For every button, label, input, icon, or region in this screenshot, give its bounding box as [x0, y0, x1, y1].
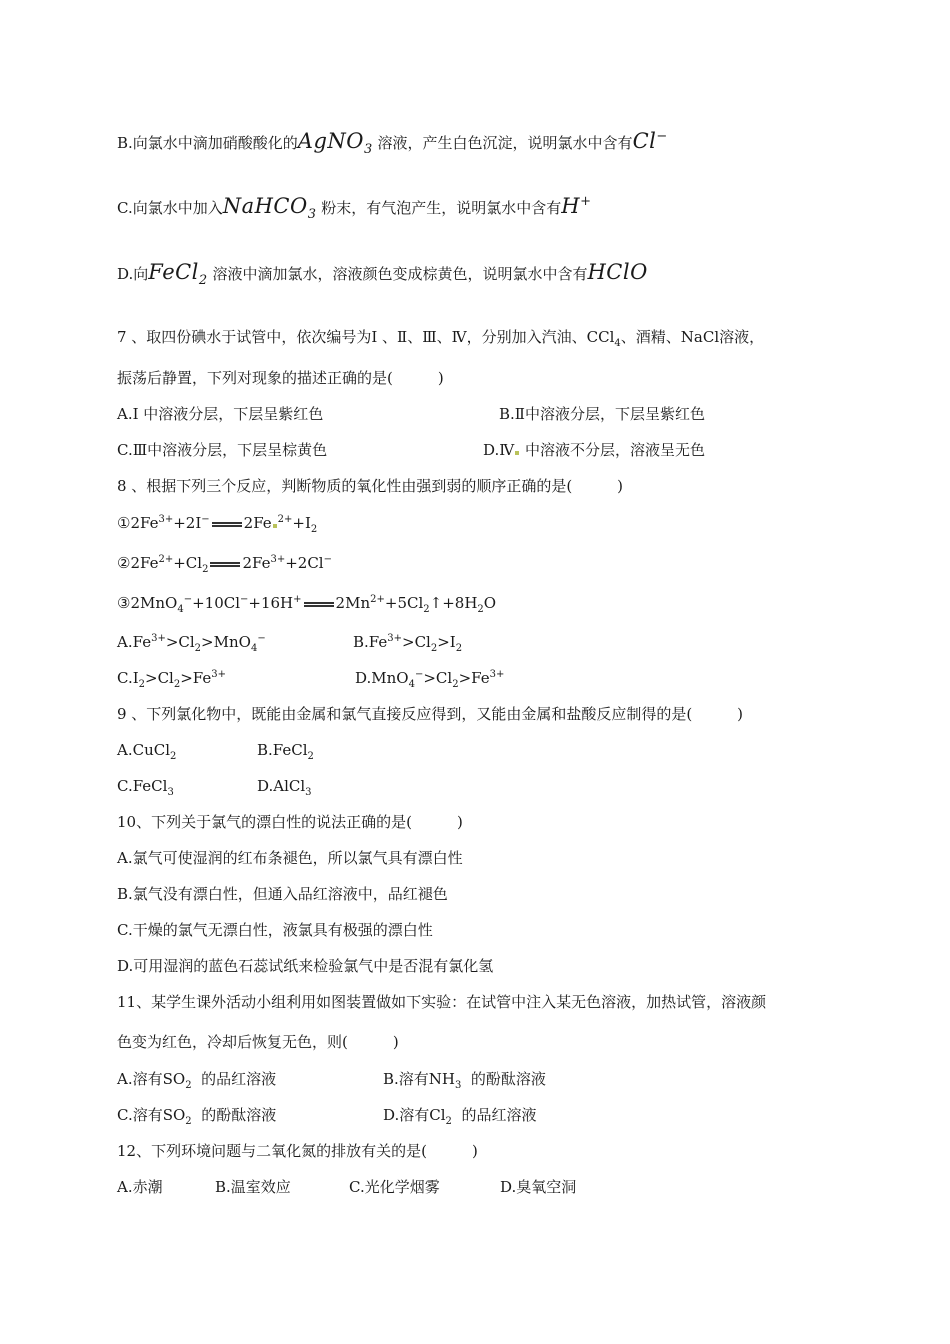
q8-stem: 8 、根据下列三个反应，判断物质的氧化性由强到弱的顺序正确的是( ) [117, 477, 624, 495]
equals-sign-icon [210, 562, 240, 567]
q11-option-a: A.溶有$SO_2$ 的品红溶液 [117, 1070, 277, 1091]
q8-option-c: $C.I_2>Cl_2>Fe^{3+}$ [117, 669, 227, 690]
q6-b-text-mid: 溶液，产生白色沉淀，说明氯水中含有 [372, 134, 633, 152]
q6-d-species: HClO [587, 260, 648, 284]
q12-option-a: A.赤潮 [117, 1178, 163, 1196]
q7-option-c: C.Ⅲ中溶液分层，下层呈棕黄色 [117, 441, 328, 459]
q10-stem: 10、下列关于氯气的漂白性的说法正确的是( ) [117, 813, 463, 831]
q11-stem-line2: 色变为红色，冷却后恢复无色，则( ) [117, 1033, 399, 1051]
q8-option-b: $B.Fe^{3+}>Cl_2>I_2$ [353, 633, 463, 654]
q12-stem: 12、下列环境问题与二氧化氮的排放有关的是( ) [117, 1142, 478, 1160]
q10-option-a: A.氯气可使湿润的红布条褪色，所以氯气具有漂白性 [117, 849, 463, 867]
q6-c-ion: H+ [561, 194, 592, 218]
q7-stem-line2: 振荡后静置，下列对现象的描述正确的是( ) [117, 369, 444, 387]
q8-option-a: $A.Fe^{3+}>Cl_2>MnO_4^-$ [117, 633, 266, 654]
q8-reaction-1: $①2Fe^{3+}+2I^-$ 2Fe $^{2+}+I_2$ [117, 514, 318, 535]
q12-option-b: B.温室效应 [215, 1178, 291, 1196]
q9-option-c: C.FeCl$_3$ [117, 777, 174, 798]
q9-option-d: D.AlCl$_3$ [257, 777, 312, 798]
q6-b-ion: Cl− [632, 129, 668, 153]
q7-option-a: A.Ⅰ 中溶液分层，下层呈紫红色 [117, 405, 324, 423]
q8-reaction-3: ③2MnO$_4$−+10Cl−+16H+ $2Mn^{2+}+5Cl_2↑+8H_2O$ [117, 594, 497, 615]
q9-stem: 9 、下列氯化物中，既能由金属和氯气直接反应得到，又能由金属和盐酸反应制得的是( ) [117, 705, 744, 723]
q6-option-b [117, 129, 668, 158]
q11-stem-line1: 11、某学生课外活动小组利用如图装置做如下实验：在试管中注入某无色溶液，加热试管，溶液颜 [117, 993, 767, 1011]
q11-option-b: B.溶有$NH_3$ 的酚酞溶液 [383, 1070, 546, 1091]
q11-option-d: D.溶有$Cl_2$ 的品红溶液 [383, 1106, 537, 1127]
q11-option-c: C.溶有$SO_2$ 的酚酞溶液 [117, 1106, 277, 1127]
equals-sign-icon [304, 602, 334, 607]
q7-stem-line1: 7 、取四份碘水于试管中，依次编号为Ⅰ 、Ⅱ、Ⅲ、Ⅳ，分别加入汽油、CCl$_4$、酒精、NaCl溶液， [117, 328, 765, 349]
q9-option-a: A.CuCl$_2$ [117, 741, 177, 762]
q6-c-formula: NaHCO$_3$ [222, 194, 317, 223]
stray-mark [273, 524, 277, 528]
q9-option-b: B.FeCl$_2$ [257, 741, 314, 762]
q6-option-d: D.向FeCl$_2$ 溶液中滴加氯水，溶液颜色变成棕黄色，说明氯水中含有HClO [117, 260, 648, 289]
q10-option-c: C.干燥的氯气无漂白性，液氯具有极强的漂白性 [117, 921, 433, 939]
q10-option-d: D.可用湿润的蓝色石蕊试纸来检验氯气中是否混有氯化氢 [117, 957, 494, 975]
q6-b-text: B.向氯水中滴加硝酸酸化的 [117, 134, 298, 152]
q7-option-b: B.Ⅱ中溶液分层，下层呈紫红色 [499, 405, 705, 423]
q6-d-formula: FeCl$_2$ [148, 260, 208, 289]
q10-option-b: B.氯气没有漂白性，但通入品红溶液中，品红褪色 [117, 885, 448, 903]
q7-option-d: D.Ⅳ 中溶液不分层，溶液呈无色 [483, 441, 706, 459]
q6-option-c: C.向氯水中加入NaHCO$_3$ 粉末，有气泡产生，说明氯水中含有H+ [117, 194, 592, 223]
stray-mark [515, 451, 519, 455]
q12-option-c: C.光化学烟雾 [349, 1178, 440, 1196]
equals-sign-icon [212, 522, 242, 527]
q6-b-formula: AgNO$_3$ [297, 129, 373, 158]
q8-reaction-2: $②2Fe^{2+}+Cl_2$ $2Fe^{3+}+2Cl^-$ [117, 554, 332, 575]
q8-option-d: $D.MnO_4^->Cl_2>Fe^{3+}$ [355, 669, 505, 690]
q12-option-d: D.臭氧空洞 [500, 1178, 577, 1196]
